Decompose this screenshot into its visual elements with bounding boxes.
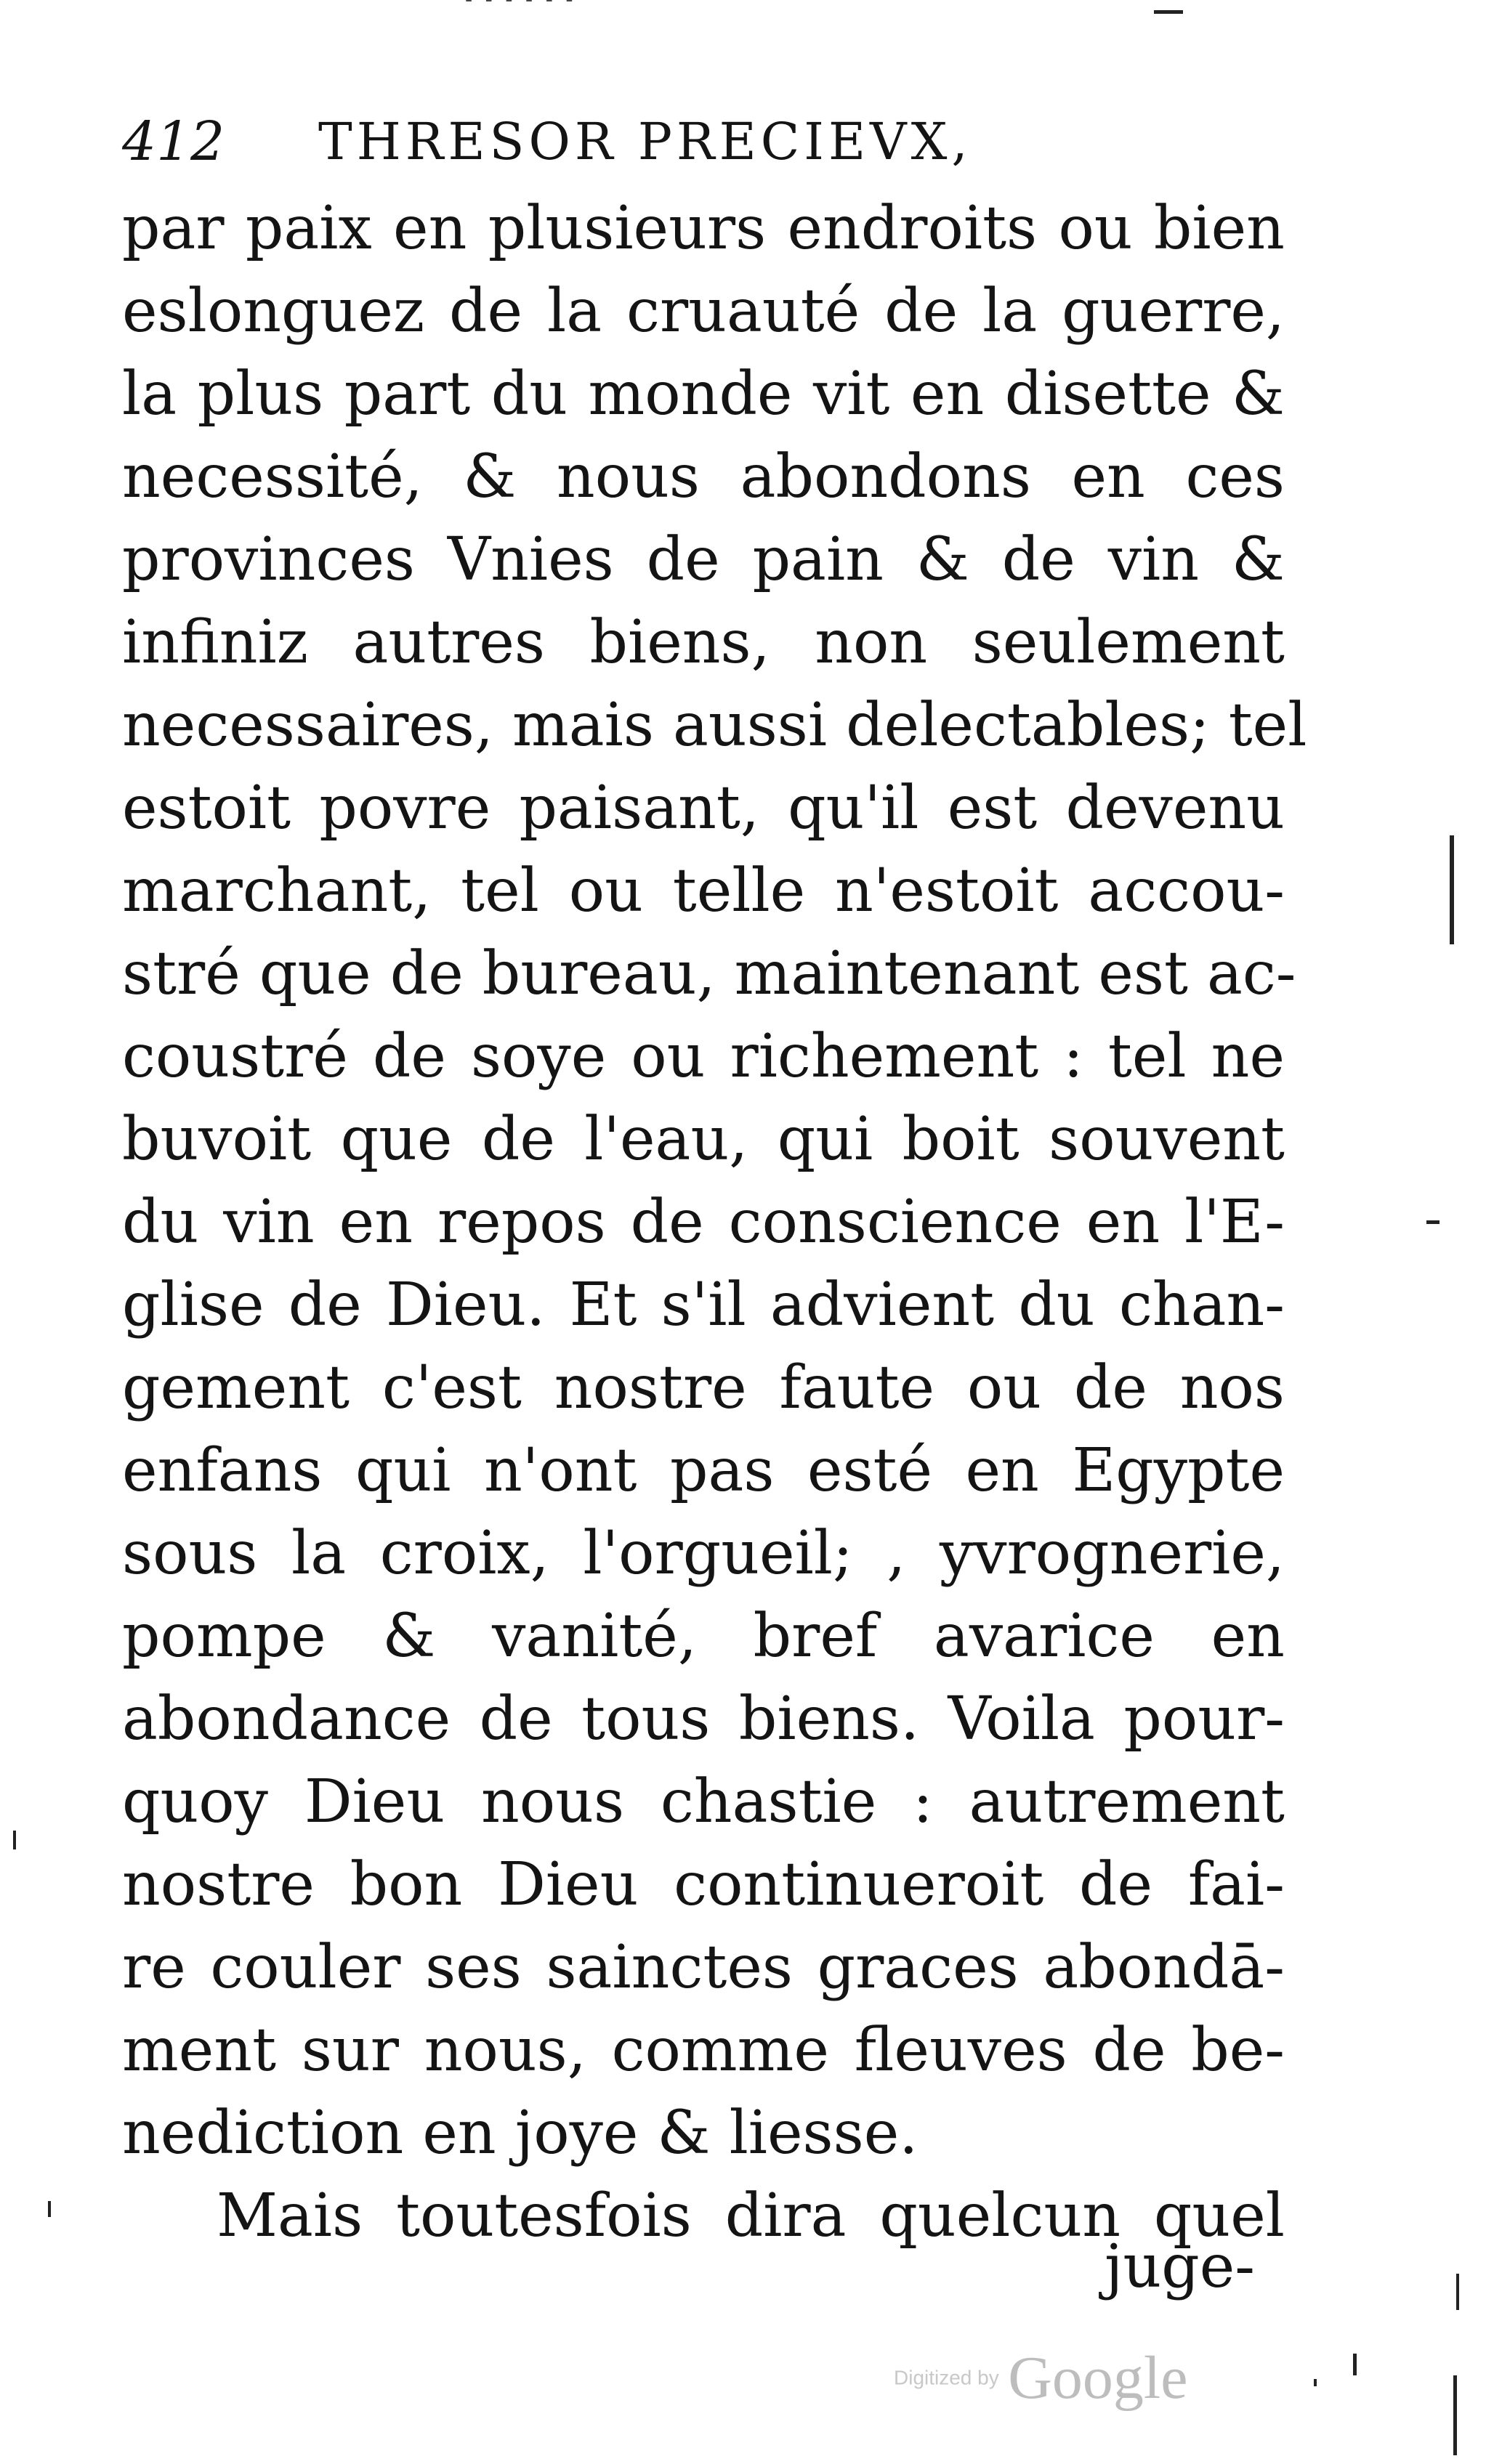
text-line: par paix en plusieurs endroits ou bien <box>122 194 1285 263</box>
text-line: infiniz autres biens, non seulement <box>122 608 1285 677</box>
digitization-watermark <box>894 2343 1188 2412</box>
text-line: pompe & vanité, bref avarice en <box>122 1602 1285 1671</box>
body-text <box>122 187 1307 2258</box>
text-line: enfans qui n'ont pas esté en Egypte <box>122 1436 1285 1505</box>
google-logo: Google <box>1008 2344 1188 2412</box>
scan-speck <box>1314 2379 1317 2386</box>
scan-speck <box>13 1831 16 1849</box>
running-title: THRESOR PRECIEVX, <box>318 112 972 171</box>
text-line: estoit povre paisant, qu'il est devenu <box>122 774 1285 843</box>
scan-speck <box>48 2201 51 2217</box>
text-line: nostre bon Dieu continueroit de fai- <box>122 1850 1285 1919</box>
scan-speck <box>1453 2375 1457 2455</box>
watermark-prefix: Digitized by <box>894 2366 999 2389</box>
text-line: du vin en repos de conscience en l'E- <box>122 1188 1285 1257</box>
top-edge-fragment <box>465 0 576 12</box>
text-line: buvoit que de l'eau, qui boit souvent <box>122 1105 1285 1174</box>
text-line: quoy Dieu nous chastie : autrement <box>122 1767 1285 1836</box>
scan-speck <box>1154 10 1183 14</box>
text-line: marchant, tel ou telle n'estoit accou- <box>122 856 1285 925</box>
text-line: stré que de bureau, maintenant est ac- <box>122 939 1296 1008</box>
text-line: sous la croix, l'orgueil; , yvrognerie, <box>122 1519 1285 1588</box>
paragraph-end-line: nediction en joye & liesse. <box>122 2099 918 2168</box>
catchword: juge- <box>1105 2232 1255 2301</box>
text-line: abondance de tous biens. Voila pour- <box>122 1685 1285 1754</box>
paragraph-start-line: Mais toutesfois dira quelcun quel <box>217 2181 1285 2250</box>
text-line: re couler ses sainctes graces abondā- <box>122 1933 1285 2002</box>
text-line: provinces Vnies de pain & de vin & <box>122 525 1285 594</box>
scan-speck <box>1450 835 1454 944</box>
scan-speck <box>1456 2274 1459 2310</box>
text-line: coustré de soye ou richement : tel ne <box>122 1022 1285 1091</box>
text-line: ment sur nous, comme fleuves de be- <box>122 2016 1285 2085</box>
text-line: la plus part du monde vit en disette & <box>122 360 1285 429</box>
text-line: gement c'est nostre faute ou de nos <box>122 1353 1285 1422</box>
text-line: eslonguez de la cruauté de la guerre, <box>122 277 1285 346</box>
text-line: necessaires, mais aussi delectables; tel <box>122 691 1307 760</box>
scan-speck <box>1426 1220 1440 1224</box>
page-header <box>122 109 1285 174</box>
text-line: necessité, & nous abondons en ces <box>122 442 1285 511</box>
text-line: glise de Dieu. Et s'il advient du chan- <box>122 1270 1285 1340</box>
scan-speck <box>1353 2354 1357 2375</box>
page-number: 412 <box>122 110 225 173</box>
